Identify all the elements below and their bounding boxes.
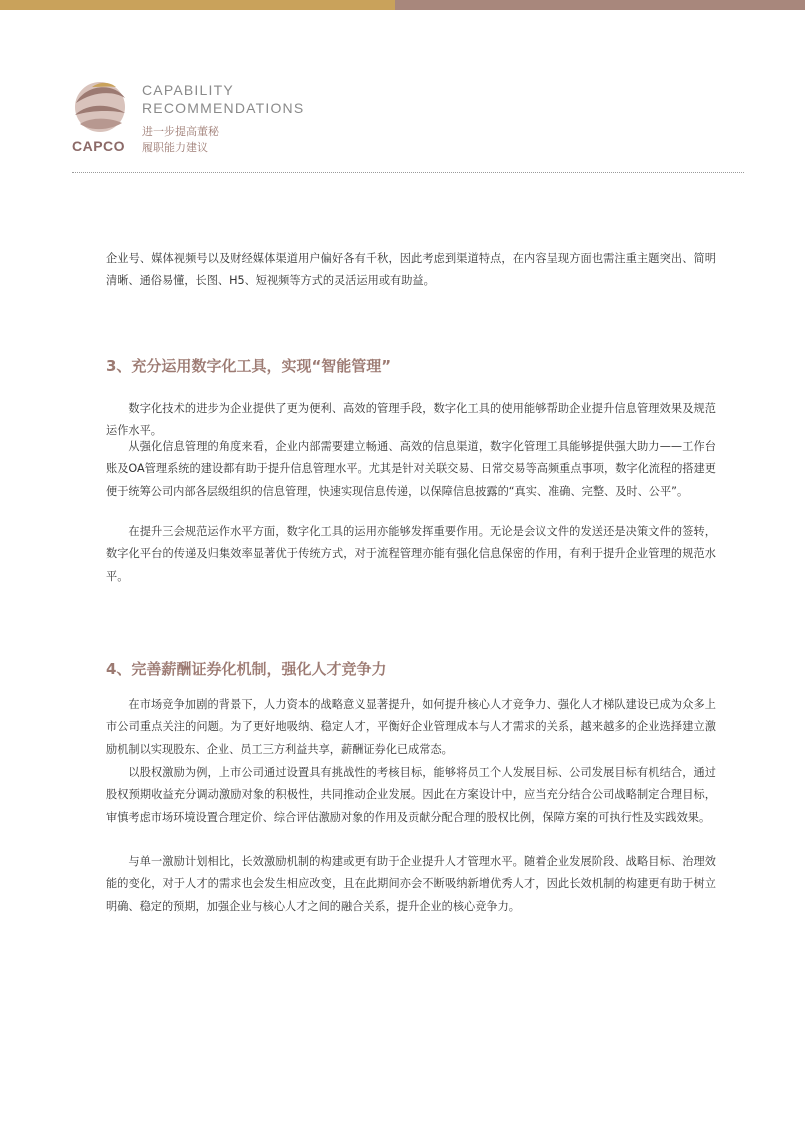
header-en-line2: RECOMMENDATIONS — [142, 100, 305, 116]
top-bar-mauve — [395, 0, 805, 10]
section-3-title: 3、充分运用数字化工具，实现“智能管理” — [106, 357, 392, 375]
capco-logo-text: CAPCO — [72, 138, 126, 154]
header-cn-line1: 进一步提高董秘 — [142, 125, 219, 138]
header-en-line1: CAPABILITY — [142, 82, 234, 98]
header-divider — [72, 172, 744, 173]
section-header-english — [142, 81, 304, 117]
section-3-paragraph-3: 在提升三会规范运作水平方面，数字化工具的运用亦能够发挥重要作用。无论是会议文件的发送还是决策文件的签转，数字化平台的传递及归集效率显著优于传统方式，对于流程管理亦能有强化信息保密的作用，有利于提升企业管理的规范水平。 — [106, 525, 716, 583]
section-4-title: 4、完善薪酬证券化机制，强化人才竞争力 — [106, 660, 387, 678]
top-bar-gold — [0, 0, 395, 10]
section-4-paragraph-3: 与单一激励计划相比，长效激励机制的构建或更有助于企业提升人才管理水平。随着企业发展阶段、战略目标、治理效能的变化，对于人才的需求也会发生相应改变，且在此期间亦会不断吸纳新增优秀人才，因此长效机制的构建更有助于树立明确、稳定的预期，加强企业与核心人才之间的融合关系，提升企业的核心竞争力。 — [106, 855, 716, 913]
section-3-paragraph-2: 从强化信息管理的角度来看，企业内部需要建立畅通、高效的信息渠道，数字化管理工具能够提供强大助力——工作台账及OA管理系统的建设都有助于提升信息管理水平。尤其是针对关联交易、日常交易等高频重点事项，数字化流程的搭建更便于统筹公司内部各层级组织的信息管理，快速实现信息传递，以保障信息披露的“真实、准确、完整、及时、公平”。 — [106, 440, 716, 498]
section-4-paragraph-2: 以股权激励为例，上市公司通过设置具有挑战性的考核目标，能够将员工个人发展目标、公司发展目标有机结合，通过股权预期收益充分调动激励对象的积极性，共同推动企业发展。因此在方案设计中，应当充分结合公司战略制定合理目标，审慎考虑市场环境设置合理定价、综合评估激励对象的作用及贡献分配合理的股权比例，保障方案的可执行性及实践效果。 — [106, 766, 716, 824]
section-header-chinese — [142, 124, 219, 156]
section-3-paragraph-1: 数字化技术的进步为企业提供了更为便利、高效的管理手段，数字化工具的使用能够帮助企业提升信息管理效果及规范运作水平。 — [106, 402, 716, 438]
section-4-paragraph-1: 在市场竞争加剧的背景下，人力资本的战略意义显著提升，如何提升核心人才竞争力、强化人才梯队建设已成为众多上市公司重点关注的问题。为了更好地吸纳、稳定人才，平衡好企业管理成本与人才需求的关系，越来越多的企业选择建立激励机制以实现股东、企业、员工三方利益共享，薪酬证券化已成常态。 — [106, 698, 716, 756]
intro-paragraph: 企业号、媒体视频号以及财经媒体渠道用户偏好各有千秋，因此考虑到渠道特点，在内容呈现方面也需注重主题突出、简明清晰、通俗易懂，长图、H5、短视频等方式的灵活运用或有助益。 — [106, 252, 716, 288]
header-cn-line2: 履职能力建议 — [142, 141, 208, 154]
